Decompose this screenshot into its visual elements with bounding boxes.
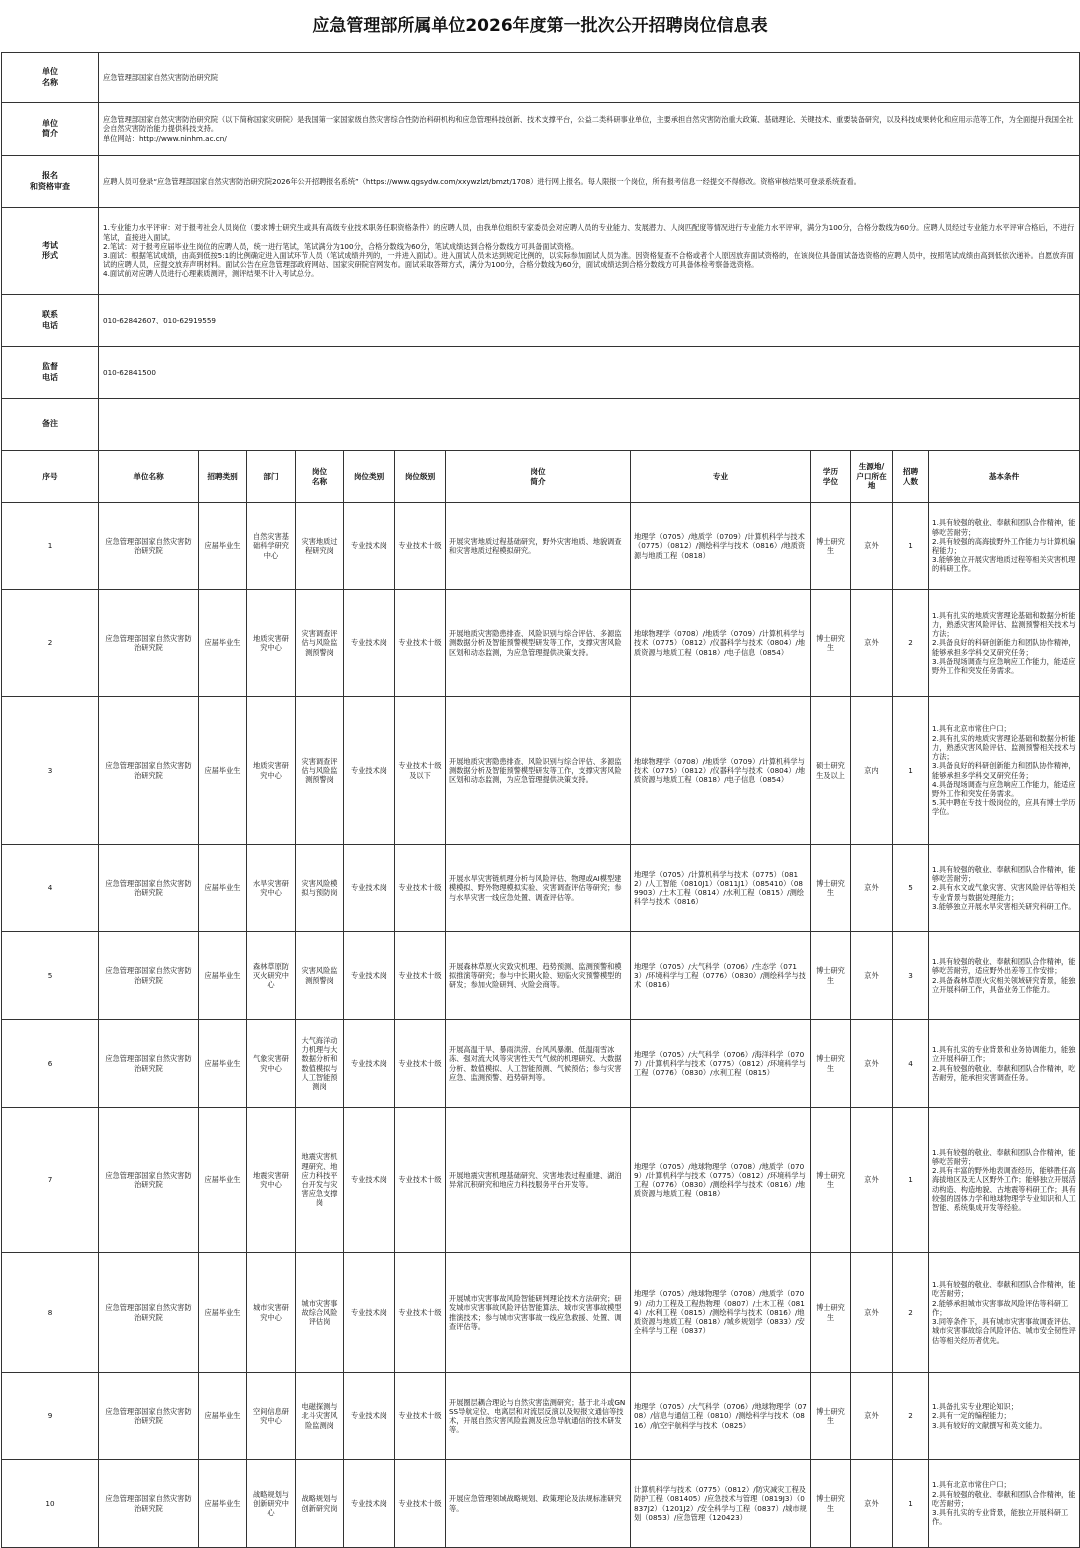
job-info-table [1, 52, 1080, 1548]
recruit-count: 3 [893, 932, 929, 1020]
degree-requirement: 博士研究生 [811, 1460, 851, 1548]
recruit-category: 应届毕业生 [199, 1108, 247, 1253]
column-header: 招聘类别 [199, 451, 247, 503]
basic-conditions: 1.具有较强的敬业、奉献和团队合作精神，能够吃苦耐劳； 2.具有丰富的野外地表调查经历，能够胜任高海拔地区及无人区野外工作；能够独立开展活动构造、构造地貌、古地震等科研工作；具有较强的固体力学和地球物理学专业知识和人工智能、系统集成开发等经验。 [929, 1108, 1080, 1253]
major-requirement: 计算机科学与技术（0775）（0812）/防灾减灾工程及防护工程（081405）/应急技术与管理（0819J3）（0837J2）（1201J2）/安全科学与工程（0837）/城市规划（0853）/应急管理（120423） [631, 1460, 811, 1548]
post-intro: 开展灾害地质过程基础研究，野外灾害地质、地貌调查和灾害地质过程模拟研究。 [446, 503, 631, 590]
table-row [2, 503, 1080, 590]
post-name: 灾害风险监测预警岗 [296, 932, 344, 1020]
post-type: 专业技术岗 [344, 1373, 395, 1460]
column-header: 专业 [631, 451, 811, 503]
recruit-count: 2 [893, 1253, 929, 1373]
info-row [2, 156, 1080, 208]
post-level: 专业技术十级 [395, 590, 446, 697]
post-type: 专业技术岗 [344, 845, 395, 932]
column-header: 岗位 简介 [446, 451, 631, 503]
column-header: 基本条件 [929, 451, 1080, 503]
table-row [2, 697, 1080, 845]
post-type: 专业技术岗 [344, 1020, 395, 1108]
unit-name: 应急管理部国家自然灾害防治研究院 [99, 590, 199, 697]
recruit-category: 应届毕业生 [199, 697, 247, 845]
info-label: 备注 [2, 399, 99, 451]
post-level: 专业技术十级 [395, 1373, 446, 1460]
post-type: 专业技术岗 [344, 590, 395, 697]
recruit-count: 2 [893, 590, 929, 697]
major-requirement: 地理学（0705）/地质学（0709）/计算机科学与技术（0775）（0812）/测绘科学与技术（0816）/地质资源与地质工程（0818） [631, 503, 811, 590]
degree-requirement: 硕士研究生及以上 [811, 697, 851, 845]
info-label: 单位 名称 [2, 53, 99, 103]
row-number: 9 [2, 1373, 99, 1460]
post-intro: 开展地质灾害隐患排查、风险识别与综合评估、多源监测数据分析及智能预警模型研发等工作，支撑灾害风险区划和动态监测，为应急管理提供决策支持。 [446, 590, 631, 697]
unit-name: 应急管理部国家自然灾害防治研究院 [99, 1020, 199, 1108]
column-header: 岗位级别 [395, 451, 446, 503]
row-number: 3 [2, 697, 99, 845]
row-number: 6 [2, 1020, 99, 1108]
info-label: 单位 简介 [2, 103, 99, 156]
department: 城市灾害研究中心 [247, 1253, 296, 1373]
recruit-count: 4 [893, 1020, 929, 1108]
row-number: 2 [2, 590, 99, 697]
recruit-count: 2 [893, 1373, 929, 1460]
row-number: 5 [2, 932, 99, 1020]
row-number: 7 [2, 1108, 99, 1253]
hukou-requirement: 京外 [851, 590, 893, 697]
hukou-requirement: 京外 [851, 845, 893, 932]
column-header: 部门 [247, 451, 296, 503]
post-name: 电磁探测与北斗灾害风险监测岗 [296, 1373, 344, 1460]
degree-requirement: 博士研究生 [811, 1020, 851, 1108]
major-requirement: 地球物理学（0708）/地质学（0709）/计算机科学与技术（0775）（0812）/仪器科学与技术（0804）/地质资源与地质工程（0818）/电子信息（0854） [631, 697, 811, 845]
basic-conditions: 1.具有较强的敬业、奉献和团队合作精神，能够吃苦耐劳； 2.具有较强的高海拔野外工作能力与计算机编程能力； 3.能够独立开展灾害地质过程等相关灾害机理的科研工作。 [929, 503, 1080, 590]
recruit-category: 应届毕业生 [199, 845, 247, 932]
post-name: 地震灾害机理研究、地应力科技平台开发与灾害应急支撑岗 [296, 1108, 344, 1253]
row-number: 1 [2, 503, 99, 590]
degree-requirement: 博士研究生 [811, 1373, 851, 1460]
post-name: 灾害风险模拟与预防岗 [296, 845, 344, 932]
major-requirement: 地理学（0705）/地球物理学（0708）/地质学（0709）/动力工程及工程热物理（0807）/土木工程（0814）/水利工程（0815）/测绘科学与技术（0816）/地质资源与地质工程（0818）/城乡规划学（0833）/安全科学与工程（0837） [631, 1253, 811, 1373]
major-requirement: 地理学（0705）/地球物理学（0708）/地质学（0709）/计算机科学与技术（0775）（0812）/环境科学与工程（0776）（0830）/测绘科学与技术（0816）/地质资源与地质工程（0818） [631, 1108, 811, 1253]
degree-requirement: 博士研究生 [811, 1253, 851, 1373]
info-row [2, 347, 1080, 399]
post-intro: 开展地震灾害机理基础研究、灾害地表过程重建、湖泊异常沉积研究和地应力科技服务平台开发等。 [446, 1108, 631, 1253]
degree-requirement: 博士研究生 [811, 590, 851, 697]
row-number: 8 [2, 1253, 99, 1373]
recruit-category: 应届毕业生 [199, 1460, 247, 1548]
info-row [2, 208, 1080, 295]
basic-conditions: 1.具有扎实的地质灾害理论基础和数据分析能力，熟悉灾害风险评估、监测预警相关技术与方法； 2.具备良好的科研创新能力和团队协作精神，能够承担多学科交叉研究任务； 3.具备现场调查与应急响应工作能力，能适应野外工作和突发任务需求。 [929, 590, 1080, 697]
info-row [2, 295, 1080, 347]
recruit-count: 1 [893, 503, 929, 590]
post-level: 专业技术十级及以下 [395, 697, 446, 845]
info-value [99, 399, 1080, 451]
recruit-count: 1 [893, 1108, 929, 1253]
row-number: 10 [2, 1460, 99, 1548]
table-row [2, 1373, 1080, 1460]
header-row [2, 451, 1080, 503]
post-intro: 开展城市灾害事故风险智能研判理论技术方法研究；研发城市灾害事故风险评估智能算法、城市灾害事故模型推演技术；参与城市灾害事故一线应急救援、处置、调查评估等。 [446, 1253, 631, 1373]
basic-conditions: 1.具有较强的敬业、奉献和团队合作精神，能吃苦耐劳； 2.能够承担城市灾害事故风险评估等科研工作； 3.同等条件下，具有城市灾害事故调查评估、城市灾害事故综合风险评估、城市安全韧性评估等相关经历者优先。 [929, 1253, 1080, 1373]
hukou-requirement: 京外 [851, 1253, 893, 1373]
post-intro: 开展水旱灾害链机理分析与风险评估、物理或AI模型建模模拟、野外物理模拟实验、灾害调查评估等研究；参与水旱灾害一线应急处置、调查评估等。 [446, 845, 631, 932]
info-row [2, 53, 1080, 103]
info-label: 监督 电话 [2, 347, 99, 399]
post-level: 专业技术十级 [395, 503, 446, 590]
major-requirement: 地理学（0705）/计算机科学与技术（0775）（0812）/人工智能（0810J1）（0811J1）（085410）（089903）/土木工程（0814）/水利工程（0815）/测绘科学与技术（0816） [631, 845, 811, 932]
hukou-requirement: 京外 [851, 1020, 893, 1108]
table-row [2, 1460, 1080, 1548]
table-header [2, 451, 1080, 503]
recruit-category: 应届毕业生 [199, 932, 247, 1020]
degree-requirement: 博士研究生 [811, 503, 851, 590]
post-name: 灾害调查评估与风险监测预警岗 [296, 697, 344, 845]
recruit-count: 1 [893, 697, 929, 845]
table-row [2, 1108, 1080, 1253]
major-requirement: 地理学（0705）/大气科学（0706）/地球物理学（0708）/信息与通信工程（0810）/测绘科学与技术（0816）/航空宇航科学与技术（0825） [631, 1373, 811, 1460]
row-number: 4 [2, 845, 99, 932]
department: 地质灾害研究中心 [247, 697, 296, 845]
hukou-requirement: 京外 [851, 932, 893, 1020]
recruit-category: 应届毕业生 [199, 1373, 247, 1460]
position-rows [2, 503, 1080, 1548]
hukou-requirement: 京外 [851, 1460, 893, 1548]
recruit-category: 应届毕业生 [199, 1020, 247, 1108]
post-type: 专业技术岗 [344, 1460, 395, 1548]
major-requirement: 地球物理学（0708）/地质学（0709）/计算机科学与技术（0775）（0812）/仪器科学与技术（0804）/地质资源与地质工程（0818）/电子信息（0854） [631, 590, 811, 697]
column-header: 生源地/ 户口所在 地 [851, 451, 893, 503]
degree-requirement: 博士研究生 [811, 845, 851, 932]
post-level: 专业技术十级 [395, 1253, 446, 1373]
table-row [2, 1253, 1080, 1373]
hukou-requirement: 京外 [851, 503, 893, 590]
column-header: 岗位类别 [344, 451, 395, 503]
department: 地质灾害研究中心 [247, 590, 296, 697]
basic-conditions: 1.具有北京市常住户口； 2.具有较强的敬业、奉献和团队合作精神，能吃苦耐劳； 3.具有扎实的专业背景，能独立开展科研工作。 [929, 1460, 1080, 1548]
recruit-count: 1 [893, 1460, 929, 1548]
post-level: 专业技术十级 [395, 1460, 446, 1548]
post-name: 战略规划与创新研究岗 [296, 1460, 344, 1548]
unit-name: 应急管理部国家自然灾害防治研究院 [99, 503, 199, 590]
unit-name: 应急管理部国家自然灾害防治研究院 [99, 932, 199, 1020]
post-level: 专业技术十级 [395, 1020, 446, 1108]
unit-name: 应急管理部国家自然灾害防治研究院 [99, 1253, 199, 1373]
column-header: 岗位 名称 [296, 451, 344, 503]
post-type: 专业技术岗 [344, 932, 395, 1020]
column-header: 招聘 人数 [893, 451, 929, 503]
hukou-requirement: 京外 [851, 1108, 893, 1253]
basic-conditions: 1.具备扎实专业理论知识； 2.具有一定的编程能力； 3.具有较好的文献撰写和英文能力。 [929, 1373, 1080, 1460]
degree-requirement: 博士研究生 [811, 1108, 851, 1253]
info-section [2, 53, 1080, 451]
department: 战略规划与创新研究中心 [247, 1460, 296, 1548]
post-level: 专业技术十级 [395, 932, 446, 1020]
basic-conditions: 1.具有北京市常住户口； 2.具有扎实的地质灾害理论基础和数据分析能力，熟悉灾害风险评估、监测预警相关技术与方法； 3.具备良好的科研创新能力和团队协作精神，能够承担多学科交叉研究任务； 4.具备现场调查与应急响应工作能力，能适应野外工作和突发任务需求。 5.其中聘在专技十级岗位的，应具有博士学历学位。 [929, 697, 1080, 845]
unit-name: 应急管理部国家自然灾害防治研究院 [99, 1460, 199, 1548]
unit-name: 应急管理部国家自然灾害防治研究院 [99, 1108, 199, 1253]
hukou-requirement: 京外 [851, 1373, 893, 1460]
info-row [2, 399, 1080, 451]
post-intro: 开展森林草原火灾致灾机理、趋势预测、监测预警和模拟推演等研究；参与中长期火险、短临火灾预警模型的研发；参加火险研判、火险会商等。 [446, 932, 631, 1020]
table-row [2, 1020, 1080, 1108]
info-value: 应急管理部国家自然灾害防治研究院 [99, 53, 1080, 103]
basic-conditions: 1.具有扎实的专业背景和业务协调能力，能独立开展科研工作； 2.具有较强的敬业、奉献和团队合作精神，吃苦耐劳，能承担灾害调查任务。 [929, 1020, 1080, 1108]
info-value: 010-62841500 [99, 347, 1080, 399]
post-name: 大气海洋动力机理与大数据分析和数值模拟与人工智能预测岗 [296, 1020, 344, 1108]
post-level: 专业技术十级 [395, 1108, 446, 1253]
document-title: 应急管理部所属单位2026年度第一批次公开招聘岗位信息表 [312, 16, 768, 36]
major-requirement: 地理学（0705）/大气科学（0706）/生态学（0713）/环境科学与工程（0776）（0830）/测绘科学与技术（0816） [631, 932, 811, 1020]
post-type: 专业技术岗 [344, 1253, 395, 1373]
info-value: 应聘人员可登录“应急管理部国家自然灾害防治研究院2026年公开招聘报名系统”（https://www.qgsydw.com/xxywzlzt/bmzt/1708）进行网上报名。每人限报一个岗位，所有报考信息一经提交不得修改。资格审核结果可登录系统查看。 [99, 156, 1080, 208]
post-name: 灾害调查评估与风险监测预警岗 [296, 590, 344, 697]
info-value: 010-62842607、010-62919559 [99, 295, 1080, 347]
recruit-category: 应届毕业生 [199, 590, 247, 697]
post-type: 专业技术岗 [344, 1108, 395, 1253]
info-value: 应急管理部国家自然灾害防治研究院（以下简称国家灾研院）是我国第一家国家级自然灾害综合性防治科研机构和应急管理科技创新、技术支撑平台，公益二类科研事业单位，主要承担自然灾害防治重大政策、基础理论、关键技术、重要装备研究，以及科技成果转化和应用示范等工作，为全面提升我国全社会自然灾害防治能力提供科技支持。 单位网站：http://www.ninhm.ac.cn/ [99, 103, 1080, 156]
basic-conditions: 1.具有较强的敬业、奉献和团队合作精神，能够吃苦耐劳，适应野外出差等工作安排； 2.具备森林草原火灾相关领域研究背景，能独立开展科研工作，具备业务工作能力。 [929, 932, 1080, 1020]
post-level: 专业技术十级 [395, 845, 446, 932]
column-header: 序号 [2, 451, 99, 503]
recruit-category: 应届毕业生 [199, 503, 247, 590]
department: 地震灾害研究中心 [247, 1108, 296, 1253]
column-header: 单位名称 [99, 451, 199, 503]
department: 水旱灾害研究中心 [247, 845, 296, 932]
post-intro: 开展圈层耦合理论与自然灾害监测研究；基于北斗或GNSS导航定位、电离层和对流层反演以及短报文通信等技术，开展自然灾害风险监测及应急导航通信的技术研发等。 [446, 1373, 631, 1460]
info-label: 考试 形式 [2, 208, 99, 295]
info-value: 1.专业能力水平评审：对于报考社会人员岗位（要求博士研究生或具有高级专业技术职务任职资格条件）的应聘人员，由我单位组织专家委员会对应聘人员的专业能力、发展潜力、人岗匹配度等情况进行专业能力水平评审，满分为100分，合格分数线为60分。应聘人员经过专业能力水平评审合格后，不进行笔试，直接进入面试。 2.笔试：对于报考应届毕业生岗位的应聘人员，统一进行笔试，笔试满分为100分，合格分数线为60分，笔试成绩达到合格分数线方可具备面试资格。 3.面试：根据笔试成绩，由高到低按5:1的比例确定进入面试环节人员（笔试成绩并列的，一并进入面试）。进入面试人员未达到规定比例的，以实际参加面试人员为准。因资格复查不合格或者个人原因放弃面试资格的，在该岗位具备面试备选资格的应聘人员中，按照笔试成绩由高到低依次递补。自愿放弃面试的应聘人员，应提交放弃声明材料。面试公告在应急管理部政府网站、国家灾研院官网发布。面试采取答辩方式，满分为100分，合格分数线为60分，面试成绩达到合格分数线方可具备体检考察备选资格。 4.面试前对应聘人员进行心理素质测评，测评结果不计入考试总分。 [99, 208, 1080, 295]
recruit-category: 应届毕业生 [199, 1253, 247, 1373]
table-row [2, 590, 1080, 697]
info-row [2, 103, 1080, 156]
unit-name: 应急管理部国家自然灾害防治研究院 [99, 845, 199, 932]
department: 森林草原防灭火研究中心 [247, 932, 296, 1020]
post-intro: 开展地质灾害隐患排查、风险识别与综合评估、多源监测数据分析及智能预警模型研发等工作，支撑灾害风险区划和动态监测，为应急管理提供决策支持。 [446, 697, 631, 845]
major-requirement: 地理学（0705）/大气科学（0706）/海洋科学（0707）/计算机科学与技术（0775）（0812）/环境科学与工程（0776）（0830）/水利工程（0815） [631, 1020, 811, 1108]
basic-conditions: 1.具有较强的敬业、奉献和团队合作精神，能够吃苦耐劳； 2.具有水文或气象灾害、灾害风险评估等相关专业背景与数据处理能力； 3.能够独立开展水旱灾害相关研究科研工作。 [929, 845, 1080, 932]
recruit-count: 5 [893, 845, 929, 932]
table-row [2, 932, 1080, 1020]
unit-name: 应急管理部国家自然灾害防治研究院 [99, 1373, 199, 1460]
post-type: 专业技术岗 [344, 503, 395, 590]
degree-requirement: 博士研究生 [811, 932, 851, 1020]
department: 自然灾害基础科学研究中心 [247, 503, 296, 590]
post-name: 城市灾害事故综合风险评估岗 [296, 1253, 344, 1373]
post-type: 专业技术岗 [344, 697, 395, 845]
info-label: 联系 电话 [2, 295, 99, 347]
department: 空间信息研究中心 [247, 1373, 296, 1460]
post-name: 灾害地质过程研究岗 [296, 503, 344, 590]
column-header: 学历 学位 [811, 451, 851, 503]
table-row [2, 845, 1080, 932]
hukou-requirement: 京内 [851, 697, 893, 845]
department: 气象灾害研究中心 [247, 1020, 296, 1108]
post-intro: 开展高温干旱、暴雨洪涝、台风风暴潮、低温雨雪冰冻、强对流大风等灾害性天气气候的机理研究、大数据分析、数值模拟、人工智能预测、气候预估；参与灾害应急、监测预警、趋势研判等。 [446, 1020, 631, 1108]
info-label: 报名 和资格审查 [2, 156, 99, 208]
post-intro: 开展应急管理领域战略规划、政策理论及法规标准研究等。 [446, 1460, 631, 1548]
unit-name: 应急管理部国家自然灾害防治研究院 [99, 697, 199, 845]
